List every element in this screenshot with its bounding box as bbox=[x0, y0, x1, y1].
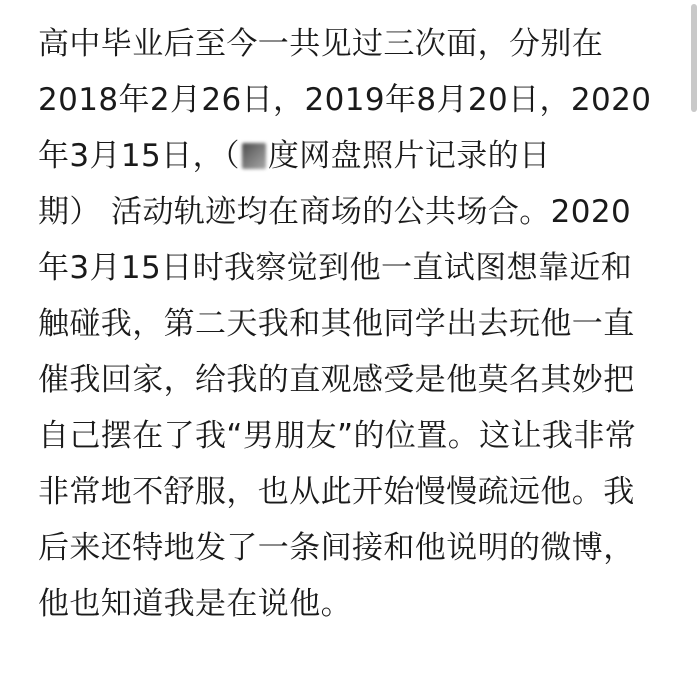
text-line: 期） 活动轨迹均在商场的公共场合。2020 bbox=[38, 194, 632, 230]
text-line bbox=[38, 128, 668, 184]
text-line: 触碰我，第二天我和其他同学出去玩他一直 bbox=[38, 306, 635, 342]
text-line: 自己摆在了我“男朋友”的位置。这让我非常 bbox=[38, 418, 637, 454]
text-line: 高中毕业后至今一共见过三次面，分别在 bbox=[38, 26, 604, 62]
body-text bbox=[38, 16, 668, 632]
text-line: 年3月15日时我察觉到他一直试图想靠近和 bbox=[38, 250, 633, 286]
text-segment: 度网盘照片记录的日 bbox=[267, 138, 551, 174]
scrollbar[interactable] bbox=[688, 0, 700, 678]
text-line: 催我回家，给我的直观感受是他莫名其妙把 bbox=[38, 362, 635, 398]
text-segment: 年3月15日，（ bbox=[38, 138, 240, 174]
text-line: 非常地不舒服，也从此开始慢慢疏远他。我 bbox=[38, 474, 635, 510]
text-line: 2018年2月26日，2019年8月20日，2020 bbox=[38, 82, 652, 118]
scrollbar-thumb[interactable] bbox=[691, 4, 697, 112]
redacted-character bbox=[242, 143, 266, 169]
text-line: 后来还特地发了一条间接和他说明的微博， bbox=[38, 530, 635, 566]
text-line: 他也知道我是在说他。 bbox=[38, 586, 352, 622]
